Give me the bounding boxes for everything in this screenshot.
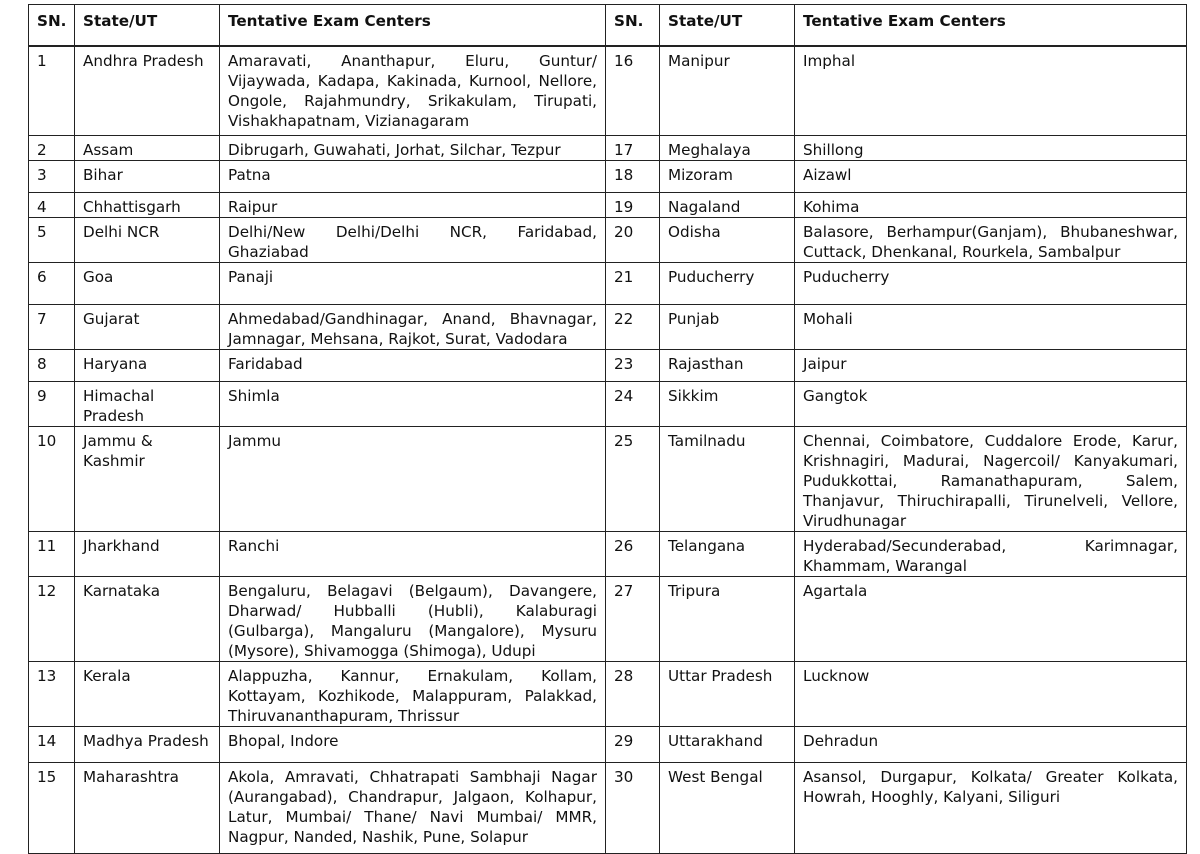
table-row — [29, 350, 1187, 382]
row-exam-centers: Faridabad — [220, 350, 606, 382]
row-state-right: Tamilnadu — [660, 427, 795, 532]
row-state: Haryana — [75, 350, 220, 382]
row-exam-centers: Raipur — [220, 193, 606, 218]
table-row — [29, 136, 1187, 161]
row-exam-centers: Amaravati, Ananthapur, Eluru, Guntur/ Vijaywada, Kadapa, Kakinada, Kurnool, Nellore, Ongole, Rajahmundry, Srikakulam, Tirupati, Vishakhapatnam, Vizianagaram — [220, 46, 606, 136]
row-state: Karnataka — [75, 577, 220, 662]
row-sn: 12 — [29, 577, 75, 662]
row-exam-centers: Alappuzha, Kannur, Ernakulam, Kollam, Kottayam, Kozhikode, Malappuram, Palakkad, Thiruvananthapuram, Thrissur — [220, 662, 606, 727]
row-exam-centers: Patna — [220, 161, 606, 193]
header-centers: Tentative Exam Centers — [220, 5, 606, 47]
row-sn-right: 20 — [606, 218, 660, 263]
row-exam-centers-right: Puducherry — [795, 263, 1187, 305]
row-state: Madhya Pradesh — [75, 727, 220, 763]
row-state-right: Nagaland — [660, 193, 795, 218]
row-state-right: Tripura — [660, 577, 795, 662]
row-exam-centers-right: Aizawl — [795, 161, 1187, 193]
row-state-right: Sikkim — [660, 382, 795, 427]
row-state: Jammu & Kashmir — [75, 427, 220, 532]
row-exam-centers: Ahmedabad/Gandhinagar, Anand, Bhavnagar, Jamnagar, Mehsana, Rajkot, Surat, Vadodara — [220, 305, 606, 350]
row-exam-centers-right: Mohali — [795, 305, 1187, 350]
row-exam-centers-right: Chennai, Coimbatore, Cuddalore Erode, Karur, Krishnagiri, Madurai, Nagercoil/ Kanyakumari, Pudukkottai, Ramanathapuram, Salem, Thanjavur, Thiruchirapalli, Tirunelveli, Vellore, Virudhunagar — [795, 427, 1187, 532]
table-row — [29, 662, 1187, 727]
row-state-right: Rajasthan — [660, 350, 795, 382]
table-row — [29, 577, 1187, 662]
row-state-right: Telangana — [660, 532, 795, 577]
row-state: Himachal Pradesh — [75, 382, 220, 427]
row-state-right: Mizoram — [660, 161, 795, 193]
row-sn-right: 25 — [606, 427, 660, 532]
row-sn-right: 17 — [606, 136, 660, 161]
row-state-right: Manipur — [660, 46, 795, 136]
table-row — [29, 727, 1187, 763]
row-exam-centers: Ranchi — [220, 532, 606, 577]
row-exam-centers-right: Balasore, Berhampur(Ganjam), Bhubaneshwar, Cuttack, Dhenkanal, Rourkela, Sambalpur — [795, 218, 1187, 263]
row-state: Jharkhand — [75, 532, 220, 577]
row-sn: 5 — [29, 218, 75, 263]
row-sn: 7 — [29, 305, 75, 350]
row-sn: 13 — [29, 662, 75, 727]
row-state-right: Meghalaya — [660, 136, 795, 161]
row-sn: 2 — [29, 136, 75, 161]
header-state: State/UT — [75, 5, 220, 47]
row-sn-right: 29 — [606, 727, 660, 763]
row-exam-centers: Akola, Amravati, Chhatrapati Sambhaji Nagar (Aurangabad), Chandrapur, Jalgaon, Kolhapur, Latur, Mumbai/ Thane/ Navi Mumbai/ MMR, Nagpur, Nanded, Nashik, Pune, Solapur — [220, 763, 606, 854]
row-state: Delhi NCR — [75, 218, 220, 263]
table-row — [29, 763, 1187, 854]
row-state-right: Uttar Pradesh — [660, 662, 795, 727]
row-exam-centers-right: Jaipur — [795, 350, 1187, 382]
row-state: Goa — [75, 263, 220, 305]
header-state-right: State/UT — [660, 5, 795, 47]
row-sn-right: 28 — [606, 662, 660, 727]
row-state-right: Puducherry — [660, 263, 795, 305]
row-sn: 14 — [29, 727, 75, 763]
row-exam-centers: Jammu — [220, 427, 606, 532]
row-state: Chhattisgarh — [75, 193, 220, 218]
table-row — [29, 382, 1187, 427]
row-state: Assam — [75, 136, 220, 161]
row-state: Maharashtra — [75, 763, 220, 854]
header-sn: SN. — [29, 5, 75, 47]
row-exam-centers: Delhi/New Delhi/Delhi NCR, Faridabad, Ghaziabad — [220, 218, 606, 263]
header-row — [29, 5, 1187, 47]
row-sn-right: 24 — [606, 382, 660, 427]
row-state-right: Uttarakhand — [660, 727, 795, 763]
row-sn-right: 23 — [606, 350, 660, 382]
row-exam-centers-right: Imphal — [795, 46, 1187, 136]
row-state-right: Punjab — [660, 305, 795, 350]
row-exam-centers: Panaji — [220, 263, 606, 305]
row-sn-right: 16 — [606, 46, 660, 136]
row-exam-centers: Bhopal, Indore — [220, 727, 606, 763]
row-sn-right: 21 — [606, 263, 660, 305]
row-sn: 3 — [29, 161, 75, 193]
row-state: Gujarat — [75, 305, 220, 350]
row-exam-centers-right: Shillong — [795, 136, 1187, 161]
row-exam-centers-right: Dehradun — [795, 727, 1187, 763]
row-sn-right: 19 — [606, 193, 660, 218]
table-row — [29, 218, 1187, 263]
row-exam-centers-right: Kohima — [795, 193, 1187, 218]
row-state: Kerala — [75, 662, 220, 727]
table-row — [29, 263, 1187, 305]
row-exam-centers: Dibrugarh, Guwahati, Jorhat, Silchar, Tezpur — [220, 136, 606, 161]
row-state-right: West Bengal — [660, 763, 795, 854]
row-exam-centers-right: Agartala — [795, 577, 1187, 662]
row-state-right: Odisha — [660, 218, 795, 263]
table-row — [29, 46, 1187, 136]
row-sn: 4 — [29, 193, 75, 218]
table-row — [29, 532, 1187, 577]
table-row — [29, 305, 1187, 350]
row-sn: 15 — [29, 763, 75, 854]
row-exam-centers-right: Lucknow — [795, 662, 1187, 727]
row-sn: 8 — [29, 350, 75, 382]
header-sn-right: SN. — [606, 5, 660, 47]
row-sn-right: 26 — [606, 532, 660, 577]
row-sn-right: 22 — [606, 305, 660, 350]
header-centers-right: Tentative Exam Centers — [795, 5, 1187, 47]
row-exam-centers: Shimla — [220, 382, 606, 427]
table-row — [29, 161, 1187, 193]
row-exam-centers-right: Gangtok — [795, 382, 1187, 427]
row-exam-centers-right: Hyderabad/Secunderabad, Karimnagar, Khammam, Warangal — [795, 532, 1187, 577]
table-row — [29, 193, 1187, 218]
row-sn: 11 — [29, 532, 75, 577]
row-exam-centers-right: Asansol, Durgapur, Kolkata/ Greater Kolkata, Howrah, Hooghly, Kalyani, Siliguri — [795, 763, 1187, 854]
row-sn: 1 — [29, 46, 75, 136]
exam-centers-table — [28, 4, 1187, 854]
row-state: Andhra Pradesh — [75, 46, 220, 136]
row-exam-centers: Bengaluru, Belagavi (Belgaum), Davangere, Dharwad/ Hubballi (Hubli), Kalaburagi (Gulbarga), Mangaluru (Mangalore), Mysuru (Mysore), Shivamogga (Shimoga), Udupi — [220, 577, 606, 662]
row-sn: 10 — [29, 427, 75, 532]
row-sn-right: 30 — [606, 763, 660, 854]
table-header — [29, 5, 1187, 47]
row-sn-right: 18 — [606, 161, 660, 193]
table-body — [29, 46, 1187, 854]
row-sn: 6 — [29, 263, 75, 305]
row-state: Bihar — [75, 161, 220, 193]
row-sn-right: 27 — [606, 577, 660, 662]
table-row — [29, 427, 1187, 532]
row-sn: 9 — [29, 382, 75, 427]
